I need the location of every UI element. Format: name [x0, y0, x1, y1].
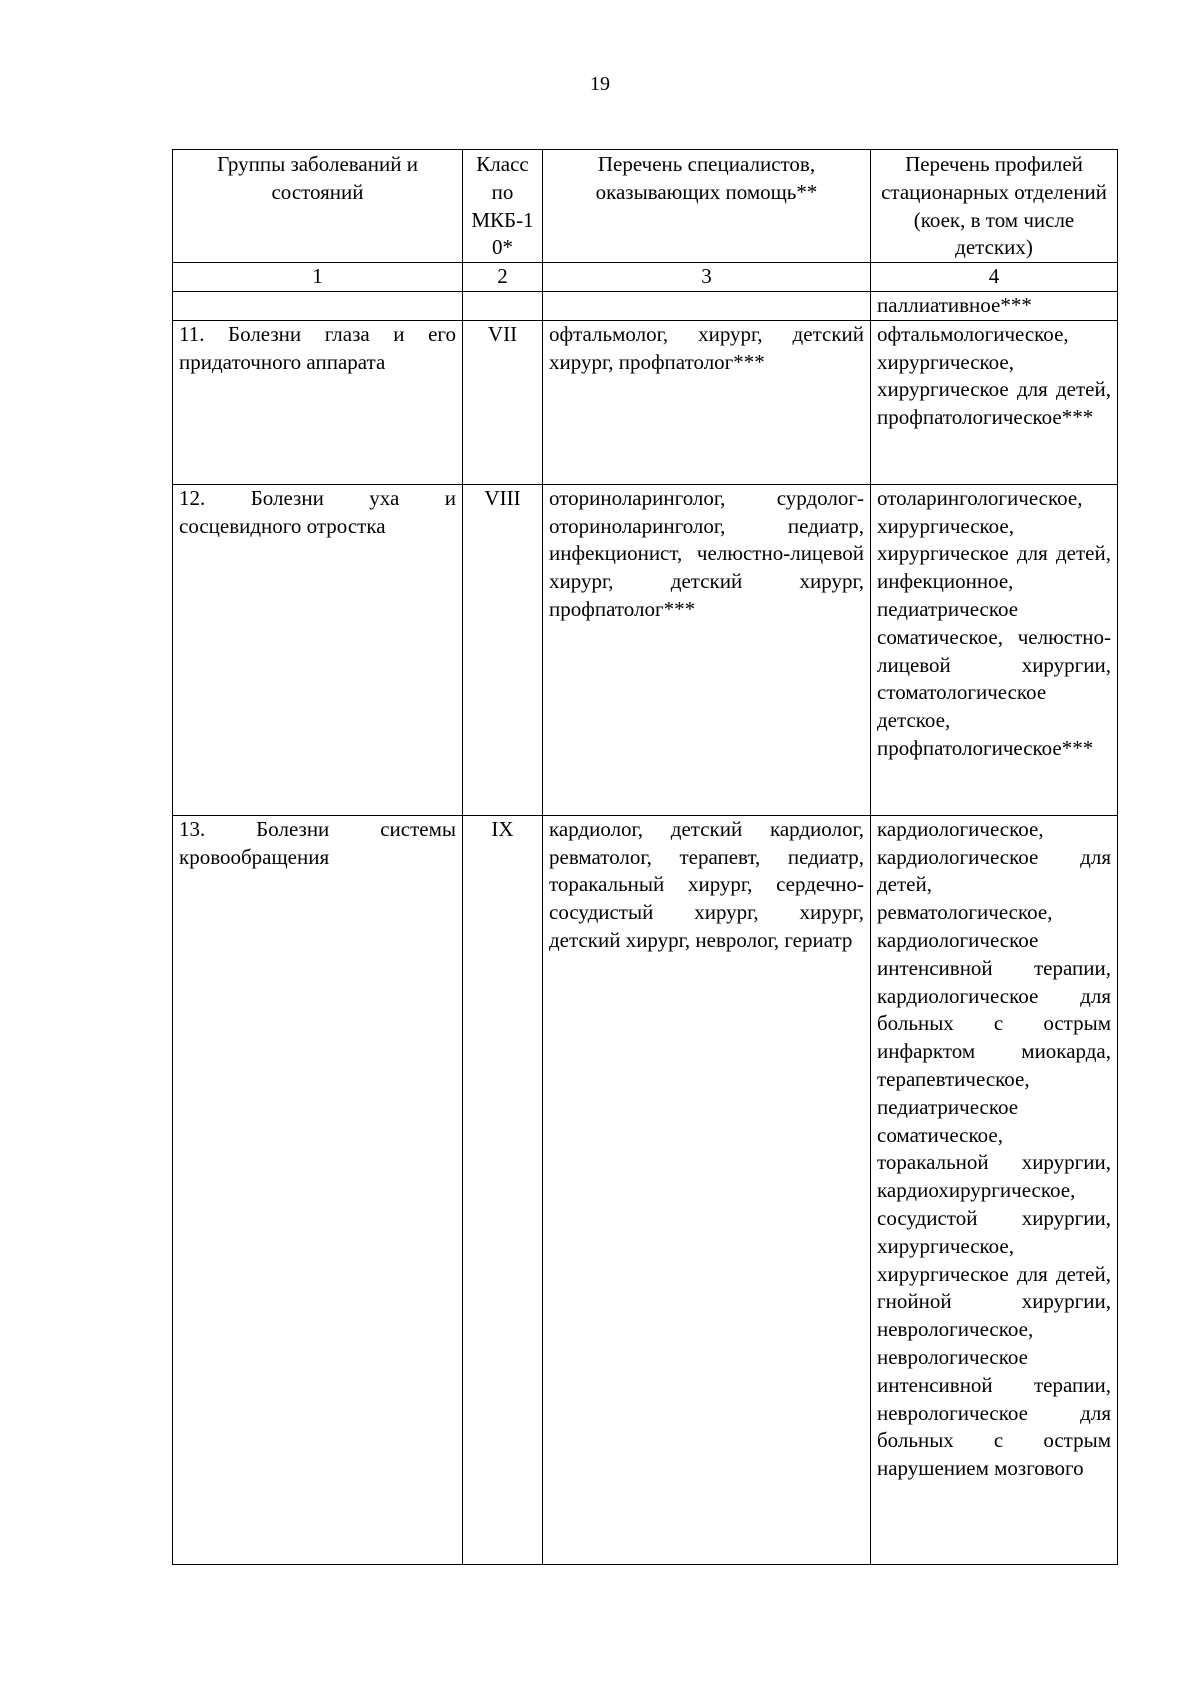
continuation-row — [173, 291, 1118, 320]
group-cell — [173, 291, 463, 320]
table-row — [173, 815, 1118, 1564]
table-row — [173, 484, 1118, 815]
header-groups: Группы заболеваний и состояний — [173, 150, 463, 263]
specialists-cell — [543, 291, 871, 320]
group-cell: 11. Болезни глаза и его придаточного аппарата — [173, 320, 463, 484]
icd-class-cell: VIII — [463, 484, 543, 815]
icd-class-cell — [463, 291, 543, 320]
header-specialists: Перечень специалистов, оказывающих помощь** — [543, 150, 871, 263]
profiles-cell: офтальмологическое, хирургическое, хирургическое для детей, профпатологическое*** — [871, 320, 1118, 484]
column-numbers-row — [173, 263, 1118, 292]
column-number: 1 — [173, 263, 463, 292]
profiles-cell: отоларингологическое, хирургическое, хирургическое для детей, инфекционное, педиатрическое соматическое, челюстно-лицевой хирургии, стоматологическое детское, профпатологическое*** — [871, 484, 1118, 815]
column-number: 4 — [871, 263, 1118, 292]
specialists-cell: кардиолог, детский кардиолог, ревматолог, терапевт, педиатр, торакальный хирург, сердечно-сосудистый хирург, хирург, детский хирург, невролог, гериатр — [543, 815, 871, 1564]
header-icd-class: Класс по МКБ-10* — [463, 150, 543, 263]
icd-class-cell: VII — [463, 320, 543, 484]
specialists-cell: оториноларинголог, сурдолог-оториноларинголог, педиатр, инфекционист, челюстно-лицевой хирург, детский хирург, профпатолог*** — [543, 484, 871, 815]
profiles-cell: кардиологическое, кардиологическое для детей, ревматологическое, кардиологическое интенсивной терапии, кардиологическое для больных с острым инфарктом миокарда, терапевтическое, педиатрическое соматическое, торакальной хирургии, кардиохирургическое, сосудистой хирургии, хирургическое, хирургическое для детей, гнойной хирургии, неврологическое, неврологическое интенсивной терапии, неврологическое для больных с острым нарушением мозгового — [871, 815, 1118, 1564]
specialists-table — [172, 149, 1118, 1565]
profiles-cell: паллиативное*** — [871, 291, 1118, 320]
icd-class-cell: IX — [463, 815, 543, 1564]
group-cell: 13. Болезни системы кровообращения — [173, 815, 463, 1564]
specialists-cell: офтальмолог, хирург, детский хирург, профпатолог*** — [543, 320, 871, 484]
column-number: 2 — [463, 263, 543, 292]
table-header-row — [173, 150, 1118, 263]
header-profiles: Перечень профилей стационарных отделений (коек, в том числе детских) — [871, 150, 1118, 263]
column-number: 3 — [543, 263, 871, 292]
group-cell: 12. Болезни уха и сосцевидного отростка — [173, 484, 463, 815]
table-row — [173, 320, 1118, 484]
page-number: 19 — [590, 73, 610, 95]
